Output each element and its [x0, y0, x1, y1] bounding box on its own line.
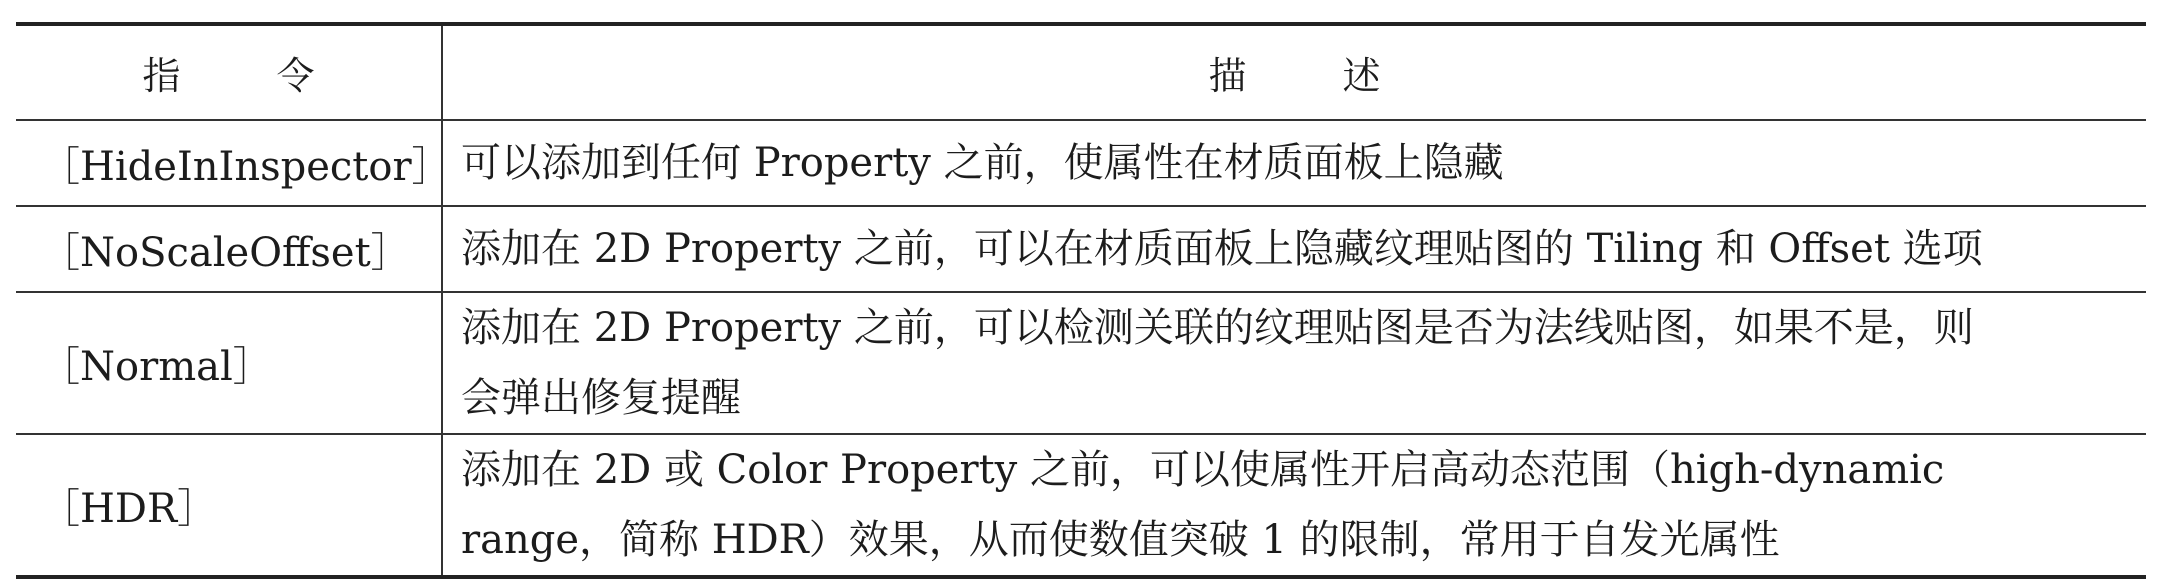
- header-description: [442, 24, 2146, 120]
- command-cell: ［NoScaleOffset］: [16, 206, 442, 292]
- table-row: [16, 206, 2146, 292]
- shader-attribute-table: [16, 22, 2146, 579]
- header-command-char-2: 令: [276, 54, 315, 98]
- command-cell: ［HideInInspector］: [16, 120, 442, 206]
- description-cell: [442, 434, 2146, 577]
- description-line: 添加在 2D 或 Color Property 之前，可以使属性开启高动态范围（high-dynamic: [461, 447, 1945, 493]
- document-table-container: [16, 22, 2146, 579]
- table-row: [16, 434, 2146, 577]
- description-line: 会弹出修复提醒: [461, 375, 741, 421]
- command-cell: ［Normal］: [16, 292, 442, 434]
- table-row: [16, 292, 2146, 434]
- header-command-char-1: 指: [142, 54, 181, 98]
- header-command: [16, 24, 442, 120]
- description-line: 添加在 2D Property 之前，可以检测关联的纹理贴图是否为法线贴图，如果不是，则: [461, 305, 1974, 351]
- description-line: 可以添加到任何 Property 之前，使属性在材质面板上隐藏: [461, 140, 1504, 186]
- command-cell: ［HDR］: [16, 434, 442, 577]
- description-cell: [442, 206, 2146, 292]
- description-cell: [442, 120, 2146, 206]
- description-line: 添加在 2D Property 之前，可以在材质面板上隐藏纹理贴图的 Tiling 和 Offset 选项: [461, 226, 1983, 272]
- header-description-char-2: 述: [1342, 54, 1381, 98]
- table-header-row: [16, 24, 2146, 120]
- description-line: range，简称 HDR）效果，从而使数值突破 1 的限制，常用于自发光属性: [461, 517, 1780, 563]
- table-row: [16, 120, 2146, 206]
- header-description-char-1: 描: [1208, 54, 1247, 98]
- description-cell: [442, 292, 2146, 434]
